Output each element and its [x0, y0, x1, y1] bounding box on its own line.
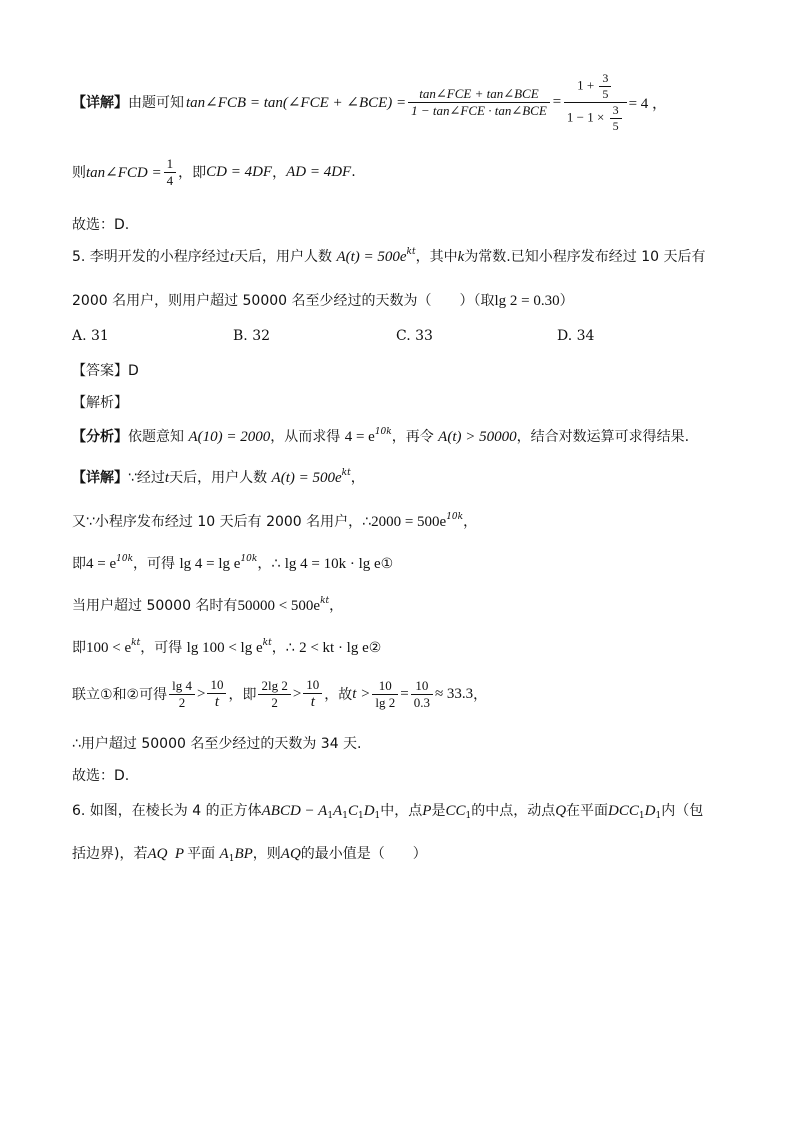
sup-10k: 10k [374, 427, 392, 437]
quarter-num: 1 [164, 156, 177, 173]
analysis-label: 【解析】 [72, 395, 128, 411]
edge-cc: CC [445, 803, 466, 819]
detail5-line-6 [72, 672, 487, 716]
d5-s5a: 即 [72, 640, 86, 656]
an-label: 【分析】 [72, 429, 128, 445]
eq-sign: = [400, 685, 409, 702]
approx-result: ≈ 33.3 [434, 685, 474, 702]
d5-sup-4: kt [320, 596, 330, 606]
d5-s1c: ， [350, 470, 365, 486]
d5-formula-3c: lg 4 = 10k · lg e [284, 556, 381, 572]
inner-fraction-bottom [610, 103, 622, 134]
f2-num: 10 [207, 677, 226, 694]
q6-text-c: 是 [431, 803, 446, 819]
q6-text-j: 的最小值是（ ） [300, 846, 427, 862]
d5-formula-5b: lg 100 < lg e [186, 640, 263, 656]
q6-text-d: 的中点，动点 [471, 803, 556, 819]
inner-den: 5 [602, 86, 609, 101]
plane-sub-1: 1 [638, 811, 645, 821]
plane-d: D [644, 803, 656, 819]
d5-s6b: ，即 [228, 687, 257, 703]
q6-text-b: 中，点 [380, 803, 423, 819]
detail5-label: 【详解】 [72, 470, 128, 486]
detail5-line-4 [72, 595, 343, 615]
gt-2: > [292, 685, 302, 702]
fraction-numeric [564, 71, 627, 134]
equals-sign: = [551, 93, 562, 110]
fraction-tan-sum [408, 86, 550, 119]
plane-bp: BP [234, 846, 253, 862]
d5-sup-3b: 10k [240, 554, 258, 564]
option-c: C. 33 [396, 328, 433, 344]
den-part: 1 − 1 × [566, 108, 608, 124]
d5-sup-3a: 10k [116, 554, 134, 564]
fraction-numeric-numerator [564, 71, 627, 103]
cube-name-a: ABCD − A [261, 803, 328, 819]
d5-s6e: ， [473, 687, 488, 703]
d5-s1a: ∵经过 [128, 470, 165, 486]
d5-s6c: ，故 [324, 687, 353, 703]
detail-line-2 [72, 152, 356, 192]
q5-text-d: 为常数.已知小程序发布经过 10 天后有 [464, 249, 706, 265]
inner-fraction-top [599, 71, 611, 102]
f4-num: 10 [303, 677, 322, 694]
q6-text-e: 在平面 [566, 803, 609, 819]
f5-num: 10 [372, 678, 398, 695]
frac-2lg2-2 [258, 678, 290, 711]
detail-label: 【详解】 [72, 95, 128, 111]
analysis-line [72, 426, 689, 446]
fraction-denominator: 1 − tan∠FCE · tan∠BCE [411, 102, 547, 118]
plane-a1: A [219, 846, 229, 862]
q6-text-h: 平面 [187, 846, 216, 862]
fraction-numerator: tan∠FCE + tan∠BCE [408, 86, 550, 103]
option-b: B. 32 [233, 328, 271, 344]
detail5-line-3 [72, 553, 393, 573]
text-period: . [351, 164, 356, 180]
detail5-line-1 [72, 467, 365, 487]
d5-circle-2: ② [368, 640, 382, 656]
sup-kt: kt [406, 247, 416, 257]
cube-sub-4: 1 [374, 811, 381, 821]
q5-text-f: ） [559, 293, 574, 309]
line-aq: AQ [147, 846, 168, 862]
q6-line-2 [72, 843, 427, 864]
gt-1: > [196, 685, 206, 702]
t-gt: t > [352, 685, 371, 702]
q5-line-2 [72, 290, 574, 310]
text-sep: ， [272, 165, 287, 181]
formula-tan-fcd: tan∠FCD = [86, 164, 162, 181]
q5-line-1 [72, 246, 705, 266]
option-d: D. 34 [557, 328, 595, 344]
point-p: P [422, 803, 432, 819]
an-text-b: ，从而求得 [270, 429, 341, 445]
q5-text-c: ，其中 [415, 249, 458, 265]
d5-formula-3a: 4 = e [86, 556, 117, 572]
f6-den: 0.3 [413, 694, 430, 710]
point-q: Q [555, 803, 567, 819]
detail5-line-5 [72, 637, 381, 657]
d5-sup-1: kt [341, 468, 351, 478]
frac-10-0-3 [411, 678, 433, 711]
formula-a10: A(10) = 2000 [188, 429, 271, 445]
q6-text-f: 内（包 [661, 803, 704, 819]
text-then: 则 [72, 165, 86, 181]
option-a: A. 31 [72, 328, 109, 344]
plane-dcc: DCC [608, 803, 639, 819]
d5-s4a: 当用户超过 50000 名时有 [72, 598, 238, 614]
plane-a1-sub: 1 [228, 854, 235, 864]
fraction-quarter [164, 156, 177, 189]
aq-min: AQ [280, 846, 301, 862]
q6-text-i: ，则 [252, 846, 281, 862]
f5-den: lg 2 [375, 694, 396, 710]
d5-s5c: ，∴ [271, 640, 295, 656]
q6-line-1 [72, 800, 703, 821]
choose-answer-4: 故选：D. [72, 217, 130, 233]
d5-formula-5c: 2 < kt · lg e [299, 640, 369, 656]
d5-formula-2: 2000 = 500e [371, 514, 447, 530]
an-text-a: 依题意知 [128, 429, 184, 445]
d5-var-t: t [164, 470, 170, 486]
formula-a-t: A(t) = 500e [336, 249, 407, 265]
choose-answer-5: 故选：D. [72, 768, 130, 784]
conclusion: ∴用户超过 50000 名至少经过的天数为 34 天. [72, 736, 362, 752]
frac-10-t [207, 677, 226, 711]
an-text-d: ，结合对数运算可求得结果. [516, 429, 690, 445]
d5-s3c: ，∴ [257, 556, 281, 572]
inner-den-2: 5 [612, 118, 619, 133]
an-text-c: ，再令 [391, 429, 434, 445]
d5-s2c: ， [463, 514, 478, 530]
formula-4-e: 4 = e [344, 429, 375, 445]
var-k: k [457, 249, 465, 265]
frac-lg4-2 [169, 678, 195, 711]
q5-text-e: 2000 名用户，则用户超过 50000 名至少经过的天数为（ ）（取 [72, 293, 495, 309]
d5-formula-4: 50000 < 500e [237, 598, 321, 614]
d5-sup-5b: kt [262, 638, 272, 648]
inner-num-2: 3 [610, 103, 622, 119]
quarter-den: 4 [166, 172, 174, 188]
frac-10-t-2 [303, 677, 322, 711]
q6-text-g: 括边界)，若 [72, 846, 148, 862]
d5-sup-5a: kt [131, 638, 141, 648]
inner-num: 3 [599, 71, 611, 87]
num-part: 1 + [577, 76, 598, 92]
f1-den: 2 [178, 694, 186, 710]
cube-name-c: C [347, 803, 358, 819]
parallel-p: P [174, 846, 185, 862]
cube-sub-2: 1 [342, 811, 348, 821]
frac-10-lg2 [372, 678, 398, 711]
text-namely: ，即 [178, 165, 207, 181]
f2-den: t [214, 694, 220, 710]
f3-den: 2 [271, 694, 278, 710]
f1-num: lg 4 [169, 678, 195, 695]
d5-s4c: ， [329, 598, 344, 614]
d5-circle-1: ① [380, 556, 394, 572]
detail5-line-2 [72, 511, 477, 531]
answer-label: 【答案】D [72, 363, 139, 379]
d5-formula-3b: lg 4 = lg e [179, 556, 241, 572]
formula-ad: AD = 4DF [286, 163, 352, 180]
d5-s1b: 天后，用户人数 [169, 470, 268, 486]
formula-lhs: tan∠FCB = tan(∠FCE + ∠BCE) = [186, 94, 407, 111]
q5-text-b: 天后，用户人数 [233, 249, 332, 265]
plane-sub-2: 1 [655, 811, 662, 821]
detail-text: 由题可知 [128, 95, 184, 111]
d5-s3b: ，可得 [133, 556, 176, 572]
formula-cd: CD = 4DF [206, 163, 273, 180]
d5-s3a: 即 [72, 556, 86, 572]
f3-num: 2lg 2 [258, 678, 290, 695]
q6-text-a: 6. 如图，在棱长为 4 的正方体 [72, 803, 262, 819]
formula-lg2: lg 2 = 0.30 [494, 293, 560, 309]
detail-line-1 [72, 62, 667, 142]
edge-cc-sub: 1 [465, 811, 472, 821]
cube-name-d: D [363, 803, 375, 819]
f4-den: t [310, 694, 315, 710]
d5-sup-2: 10k [446, 512, 464, 522]
f6-num: 10 [411, 678, 433, 695]
formula-at-gt: A(t) > 50000 [438, 429, 517, 445]
d5-formula-1: A(t) = 500e [271, 470, 342, 486]
d5-s6a: 联立①和②可得 [72, 687, 168, 703]
q5-text-a: 5. 李明开发的小程序经过 [72, 249, 230, 265]
cube-name-b: A [333, 803, 343, 819]
formula-result: = 4 ， [628, 95, 668, 112]
cube-sub-3: 1 [357, 811, 364, 821]
d5-formula-5a: 100 < e [86, 640, 132, 656]
d5-s2a: 又∵小程序发布经过 10 天后有 2000 名用户，∴ [72, 514, 372, 530]
fraction-numeric-denominator [564, 103, 627, 134]
cube-sub-1: 1 [327, 811, 334, 821]
var-t: t [229, 249, 234, 265]
d5-s5b: ，可得 [140, 640, 183, 656]
